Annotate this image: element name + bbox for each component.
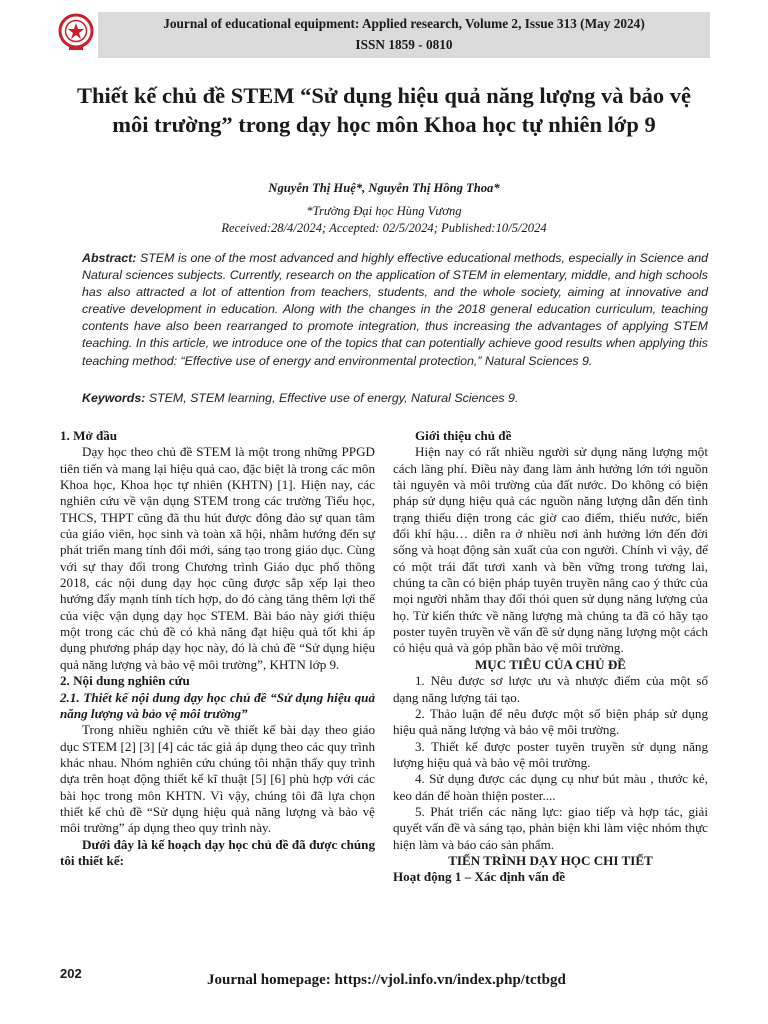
objective-item: 1. Nêu được sơ lược ưu và nhược điểm của một số dạng năng lượng tái tạo.	[393, 673, 708, 705]
publication-dates: Received:28/4/2024; Accepted: 02/5/2024; Published:10/5/2024	[221, 221, 547, 235]
issn: ISSN 1859 - 0810	[355, 37, 453, 52]
paragraph: Trong nhiều nghiên cứu về thiết kế bài dạy theo giáo dục STEM [2] [3] [4] các tác giả áp dụng theo các quy trình khác nhau. Nhóm nghiên cứu chúng tôi nhận thấy quy trình dựa trên hoạt động thiết kế kĩ thuật [5] [6] phù hợp với các bài học trong môn KHTN. Vì vậy, chúng tôi đã lựa chọn thiết kế chủ đề “Sử dụng hiệu quả năng lượng và bảo vệ môi trường” áp dụng theo quy trình này.	[60, 722, 375, 836]
keywords	[82, 391, 708, 405]
activity-heading: Hoạt động 1 – Xác định vấn đề	[393, 869, 566, 885]
objective-item: 4. Sử dụng được các dụng cụ như bút màu , thước kẻ, keo dán để hoàn thiện poster....	[393, 771, 708, 803]
section-heading-content: 2. Nội dung nghiên cứu	[60, 673, 190, 689]
journal-header	[98, 12, 710, 58]
article-title: Thiết kế chủ đề STEM “Sử dụng hiệu quả năng lượng và bảo vệ môi trường” trong dạy học môn Khoa học tự nhiên lớp 9	[76, 83, 691, 137]
journal-homepage: Journal homepage: https://vjol.info.vn/index.php/tctbgd	[207, 972, 566, 988]
keywords-text: STEM, STEM learning, Effective use of energy, Natural Sciences 9.	[148, 391, 519, 405]
page-number: 202	[60, 966, 82, 981]
journal-name: Journal of educational equipment: Applied research, Volume 2, Issue 313 (May 2024)	[163, 16, 645, 31]
paragraph: Dạy học theo chủ đề STEM là một trong những PPGD tiên tiến và mang lại hiệu quả cao, đặc biệt là trong các môn Khoa học, Khoa học tự nhiên (KHTN) [1]. Hiện nay, các nghiên cứu về vận dụng STEM trong các trường Tiểu học, THCS, THPT cũng đã thu hút được đông đảo sự quan tâm của giáo viên, học sinh và toàn xã hội, nhằm hướng đến sự phát triển mang tính đổi mới, sáng tạo trong giáo dục. Cùng với sự thay đổi trong Chương trình Giáo dục phổ thông 2018, các nội dung dạy học cũng được sắp xếp lại theo hướng đẩy mạnh tính tích hợp, do đó càng tăng thêm lợi thế của việc vận dụng dạy học STEM. Bài báo này giới thiệu một trong các chủ đề có khả năng đạt hiệu quả tốt khi áp dụng phương pháp dạy học này, đó là chủ đề “Sử dụng hiệu quả năng lượng và bảo vệ môi trường”, KHTN lớp 9.	[60, 444, 375, 672]
objective-item: 2. Thảo luận để nêu được một số biện pháp sử dụng hiệu quả năng lượng và bảo vệ môi trường.	[393, 705, 708, 738]
subsection-heading: 2.1. Thiết kế nội dung dạy học chủ đề “Sử dụng hiệu quả năng lượng và bảo vệ môi trường”	[60, 689, 375, 721]
section-heading-intro: 1. Mở đầu	[60, 428, 118, 443]
abstract-text: STEM is one of the most advanced and highly effective educational methods, especially in Science and Natural sciences subjects. Currently, research on the application of STEM in elementary, middle, and high schools has also attracted a lot of attention from teachers, students, and the whole society, aiming at innovative and creative development in education. Along with the changes in the 2018 general education curriculum, teaching contents have also been rearranged to promote integration, thus increasing the advantages of applying STEM teaching. In this article, we introduce one of the topics that can potentially achieve good results when applying this teaching method: “Effective use of energy and environmental protection,” Natural Sciences 9.	[82, 251, 708, 368]
objective-item: 5. Phát triển các năng lực: giao tiếp và hợp tác, giải quyết vấn đề và sáng tạo, phản biện khi làm việc nhóm thực hiện làm và báo cáo sản phẩm.	[393, 803, 708, 852]
abstract	[82, 250, 708, 370]
keywords-label: Keywords:	[82, 391, 146, 405]
objectives-heading: MỤC TIÊU CỦA CHỦ ĐỀ	[474, 656, 627, 672]
abstract-label: Abstract:	[82, 251, 137, 265]
affiliation: *Trường Đại học Hùng Vương	[306, 204, 462, 218]
authors: Nguyễn Thị Huệ*, Nguyễn Thị Hồng Thoa*	[268, 181, 500, 195]
process-heading: TIẾN TRÌNH DẠY HỌC CHI TIẾT	[448, 852, 653, 868]
topic-intro-heading: Giới thiệu chủ đề	[415, 428, 512, 443]
objective-item: 3. Thiết kế được poster tuyên truyền sử dụng năng lượng hiệu quả và bảo vệ môi trường.	[393, 738, 708, 770]
journal-logo-icon	[58, 13, 94, 51]
left-column	[60, 428, 375, 869]
paragraph: Hiện nay có rất nhiều người sử dụng năng lượng một cách lãng phí. Điều này đang làm ảnh hưởng lớn tới nguồn tài nguyên và môi trường của đất nước. Do không có biện pháp sử dụng hiệu quả các nguồn năng lượng dẫn đến tình trạng thiếu điện trong các giờ cao điểm, thiếu nước, biến đổi khí hậu… diễn ra ở nhiều nơi ảnh hưởng lớn đến đời sống và hoạt động sản xuất của con người. Chính vì vậy, để có một trái đất tươi xanh và bền vững trong tương lai, chúng ta cần có biện pháp tuyên truyền nâng cao ý thức của mọi người nhằm thay đổi thói quen sử dụng năng lượng của họ. Từ kiến thức về năng lượng mà chúng ta đã có hãy tạo poster tuyên truyền về vấn đề sử dụng năng lượng một cách có hiệu quả và góp phần bảo vệ môi trường.	[393, 444, 708, 656]
paragraph-bold: Dưới đây là kế hoạch dạy học chủ đề đã được chúng tôi thiết kế:	[60, 836, 375, 868]
right-column	[393, 428, 708, 886]
